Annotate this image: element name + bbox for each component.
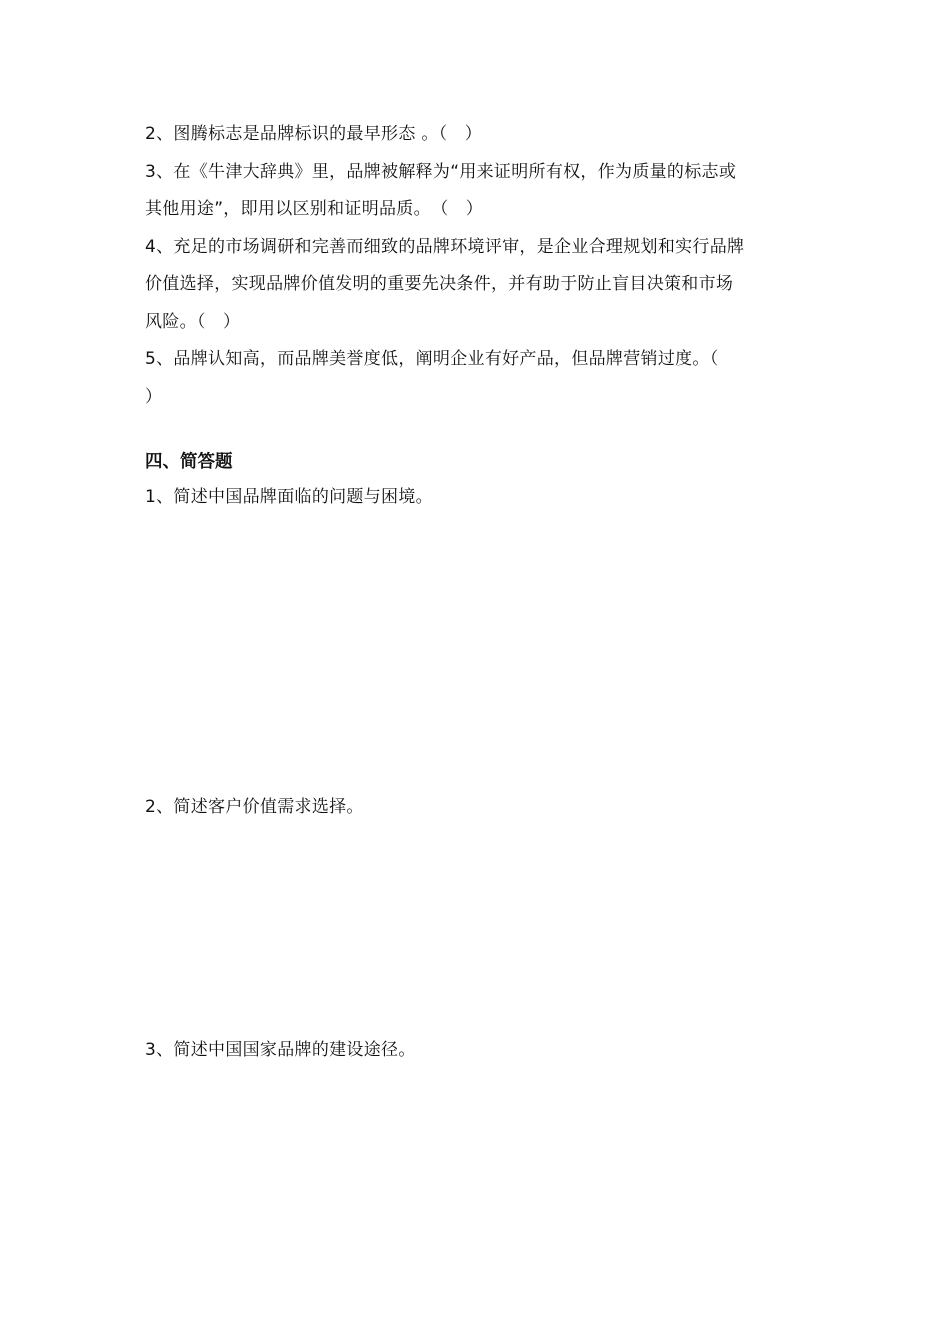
tf-item-4-line-1: 4、充足的市场调研和完善而细致的品牌环境评审，是企业合理规划和实行品牌 — [145, 236, 745, 257]
short-answer-question-2: 2、简述客户价值需求选择。 — [145, 797, 364, 817]
tf-item-5-line-2: ） — [145, 386, 163, 407]
tf-item-3-line-1: 3、在《牛津大辞典》里，品牌被解释为“用来证明所有权，作为质量的标志或 — [145, 161, 737, 182]
tf-item-4-line-3: 风险。（ ） — [145, 311, 241, 332]
tf-item-5-line-1: 5、品牌认知高，而品牌美誉度低，阐明企业有好产品，但品牌营销过度。（ — [145, 349, 719, 369]
tf-item-2: 2、图腾标志是品牌标识的最早形态 。（ ） — [145, 124, 483, 144]
section-heading-short-answer: 四、简答题 — [145, 452, 233, 472]
tf-item-4-line-2: 价值选择，实现品牌价值发明的重要先决条件，并有助于防止盲目决策和市场 — [145, 274, 734, 294]
true-false-section — [145, 116, 810, 416]
short-answer-question-3: 3、简述中国国家品牌的建设途径。 — [145, 1040, 416, 1060]
tf-item-3-line-2: 其他用途”，即用以区别和证明品质。 （ ） — [145, 199, 484, 219]
short-answer-question-1: 1、简述中国品牌面临的问题与困境。 — [145, 487, 433, 507]
